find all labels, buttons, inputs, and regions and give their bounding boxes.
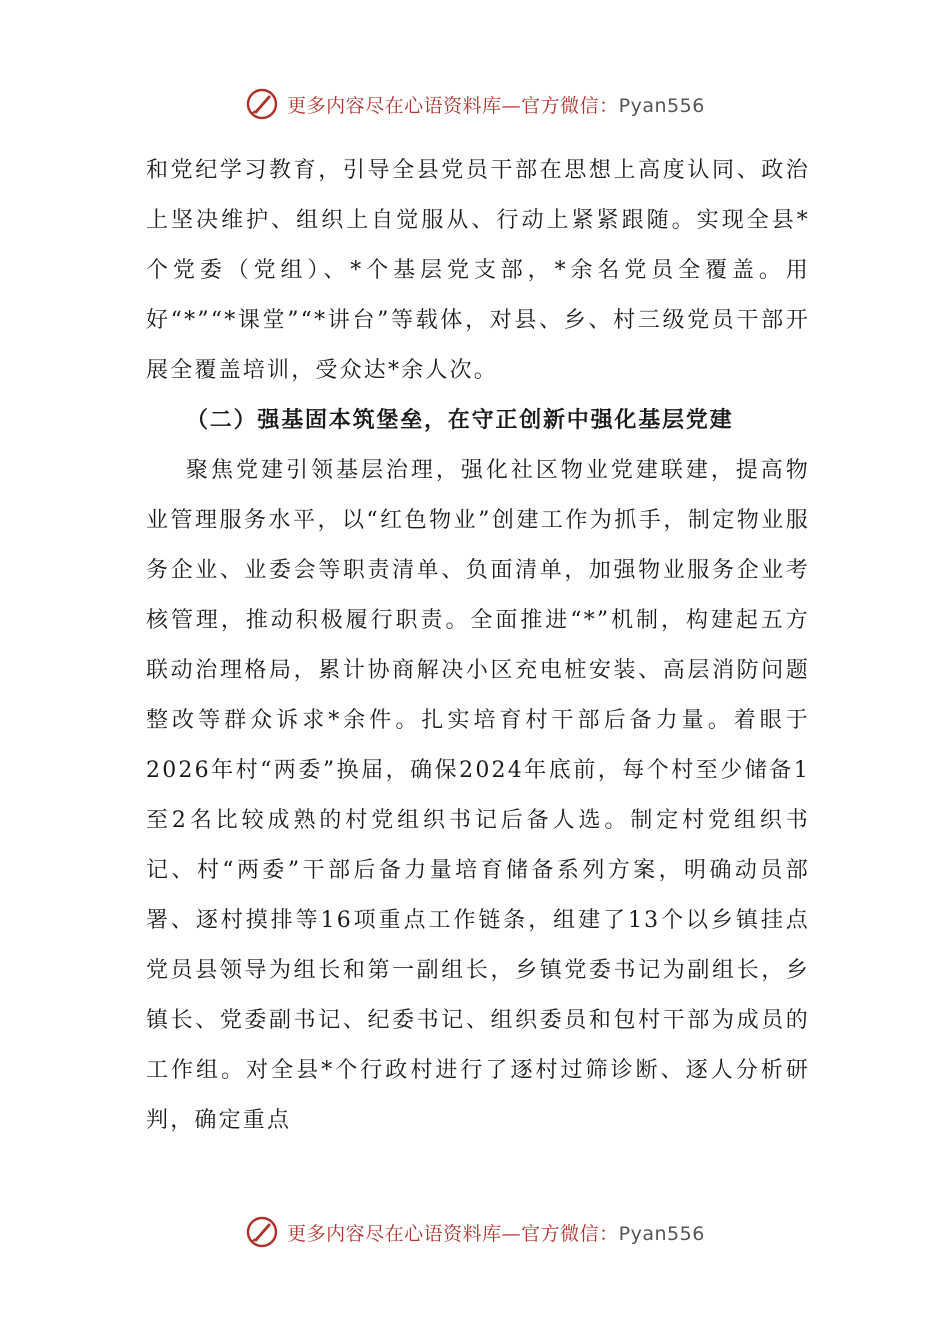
quill-pen-icon [245, 87, 279, 121]
watermark-footer [0, 1212, 950, 1252]
watermark-header [0, 84, 950, 124]
watermark-text: 更多内容尽在心语资料库—官方微信：Pyan556 [287, 1222, 705, 1245]
document-body [146, 146, 810, 1146]
paragraph: 聚焦党建引领基层治理，强化社区物业党建联建，提高物业管理服务水平，以“红色物业”创建工作为抓手，制定物业服务企业、业委会等职责清单、负面清单，加强物业服务企业考核管理，推动积极履行职责。全面推进“*”机制，构建起五方联动治理格局，累计协商解决小区充电桩安装、高层消防问题整改等群众诉求*余件。扎实培育村干部后备力量。着眼于2026年村“两委”换届，确保2024年底前，每个村至少储备1至2名比较成熟的村党组织书记后备人选。制定村党组织书记、村“两委”干部后备力量培育储备系列方案，明确动员部署、逐村摸排等16项重点工作链条，组建了13个以乡镇挂点党员县领导为组长和第一副组长，乡镇党委书记为副组长，乡镇长、党委副书记、纪委书记、组织委员和包村干部为成员的工作组。对全县*个行政村进行了逐村过筛诊断、逐人分析研判，确定重点 [146, 458, 810, 1133]
section-heading: （二）强基固本筑堡垒，在守正创新中强化基层党建 [186, 408, 734, 433]
watermark-text: 更多内容尽在心语资料库—官方微信：Pyan556 [287, 94, 705, 117]
paragraph-continued: 和党纪学习教育，引导全县党员干部在思想上高度认同、政治上坚决维护、组织上自觉服从、行动上紧紧跟随。实现全县*个党委（党组）、*个基层党支部，*余名党员全覆盖。用好“*”“*课堂”“*讲台”等载体，对县、乡、村三级党员干部开展全覆盖培训，受众达*余人次。 [146, 158, 810, 383]
quill-pen-icon [245, 1215, 279, 1249]
